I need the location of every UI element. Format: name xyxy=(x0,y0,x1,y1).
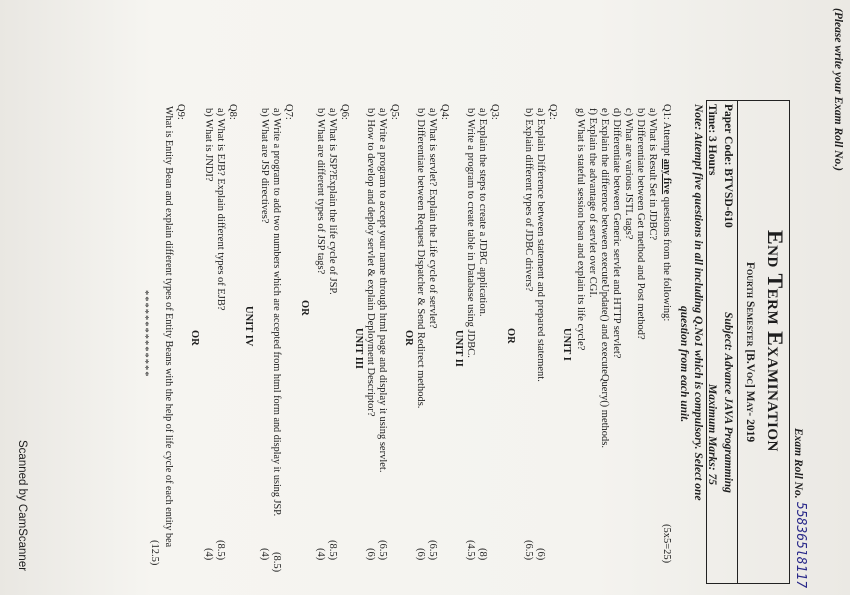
q1-item-e: e) Explain the difference between executeUpdate() and executeQuery() methods. xyxy=(599,108,610,449)
exam-title: End Term Examination xyxy=(763,230,788,452)
q1-item-d: d) Differentiate between Generic servlet and HTTP servlet? xyxy=(611,108,622,359)
q8a-marks: (8.5) xyxy=(215,540,226,561)
semester-line: Fourth Semester [B.Voc] May- 2019 xyxy=(744,262,756,443)
q8-label: Q8: xyxy=(227,104,238,120)
q8b: b) What is JNDI? xyxy=(203,108,214,182)
q1-item-f: f) Explain the advantage of servlet over CGI. xyxy=(587,108,598,298)
q5b: b) How to develop and deploy servlet & explain Deployment Descriptor? xyxy=(365,108,376,417)
q1-marks: (5x5=25) xyxy=(661,524,672,564)
q4b: b) Differentiate between Request Dispatcher & Send Redirect methods. xyxy=(415,108,426,409)
header-divider xyxy=(737,100,738,584)
unit-3-or: OR xyxy=(299,300,310,316)
q7a-marks: (8.5) xyxy=(271,552,282,573)
roll-number: 558365l8117 xyxy=(793,502,808,589)
q7a: a) Write a program to add two numbers which are accepted from html form and display it using JSP. xyxy=(271,108,282,517)
end-stars: ************** xyxy=(139,290,150,378)
q6a: a) What is JSP?Explain the life cycle of JSP. xyxy=(327,108,338,295)
q5-label: Q5: xyxy=(389,104,400,120)
unit-2-or: OR xyxy=(403,330,414,346)
q6b-marks: (4) xyxy=(315,548,326,561)
paper-code: Paper Code: BTVSD-610 xyxy=(722,104,734,228)
q4b-marks: (6) xyxy=(415,548,426,561)
time: Time: 3 Hours xyxy=(706,104,718,176)
q6-label: Q6: xyxy=(339,104,350,120)
note-line-1: Note: Attempt five questions in all including Q.No1 which is compulsory. Select one xyxy=(692,104,704,501)
q3b: b) Write a program to create table in Database using JDBC. xyxy=(465,108,476,358)
q3a: a) Explain the steps to create a JDBC application. xyxy=(477,108,488,317)
unit-1-or: OR xyxy=(505,328,516,344)
q3a-marks: (8) xyxy=(477,548,488,561)
q5a: a) Write a program to accept your name through html page and display it using servlet. xyxy=(377,108,388,473)
note-line-2: question from each unit. xyxy=(678,306,690,423)
q4-label: Q4: xyxy=(439,104,450,120)
subject: Subject: Advance JAVA Programming xyxy=(722,312,734,493)
max-marks: Maximum Marks: 75 xyxy=(706,384,718,485)
q1-intro: Q1: Attempt any five questions from the following: xyxy=(661,104,672,322)
unit-1-label: UNIT I xyxy=(561,328,572,361)
q6b: b) What are different types of JSP tags? xyxy=(315,108,326,275)
q8b-marks: (4) xyxy=(203,548,214,561)
camscanner-watermark: Scanned by CamScanner xyxy=(16,440,28,572)
q8a: a) What is EJB? Explain different types of EJB? xyxy=(215,108,226,311)
q7b-marks: (4) xyxy=(259,548,270,561)
q2a-marks: (6) xyxy=(535,548,546,561)
q9-text: What is Entity Bean and explain different types of Entity Beans with the help of life cycle of each entity bea xyxy=(163,106,174,548)
q7-label: Q7: xyxy=(283,104,294,120)
q2b-marks: (6.5) xyxy=(523,540,534,561)
q4a-marks: (6.5) xyxy=(427,540,438,561)
q4a: a) What is servlet? Explain the Life cycle of servlet? xyxy=(427,108,438,329)
q3-label: Q3: xyxy=(489,104,500,120)
unit-2-label: UNIT II xyxy=(453,330,464,367)
q1-item-b: b) Differentiate between Get method and Post method? xyxy=(635,108,646,340)
q1-item-a: a) What is Result Set in JDBC? xyxy=(647,108,658,241)
q6a-marks: (8.5) xyxy=(327,540,338,561)
q1-item-c: c) What are various JSTL tags? xyxy=(623,108,634,240)
q9-label: Q9: xyxy=(175,104,186,120)
q2a: a) Explain Difference between statement and prepared statement. xyxy=(535,108,546,382)
unit-3-label: UNIT III xyxy=(353,328,364,369)
unit-4-or: OR xyxy=(189,330,200,346)
q1-item-g: g) What is stateful session bean and explain its life cycle? xyxy=(575,108,586,351)
unit-4-label: UNIT IV xyxy=(243,306,254,347)
roll-instruction: (Please write your Exam Roll No.) xyxy=(832,8,844,171)
q7b: b) What are JSP directives? xyxy=(259,108,270,224)
roll-label: Exam Roll No. xyxy=(792,428,804,499)
q5a-marks: (6.5) xyxy=(377,540,388,561)
q9-marks: (12.5) xyxy=(149,540,160,566)
q2-label: Q2: xyxy=(547,104,558,120)
q5b-marks: (6) xyxy=(365,548,376,561)
q3b-marks: (4.5) xyxy=(465,540,476,561)
q2b: b) Explain different types of JDBC drivers? xyxy=(523,108,534,292)
